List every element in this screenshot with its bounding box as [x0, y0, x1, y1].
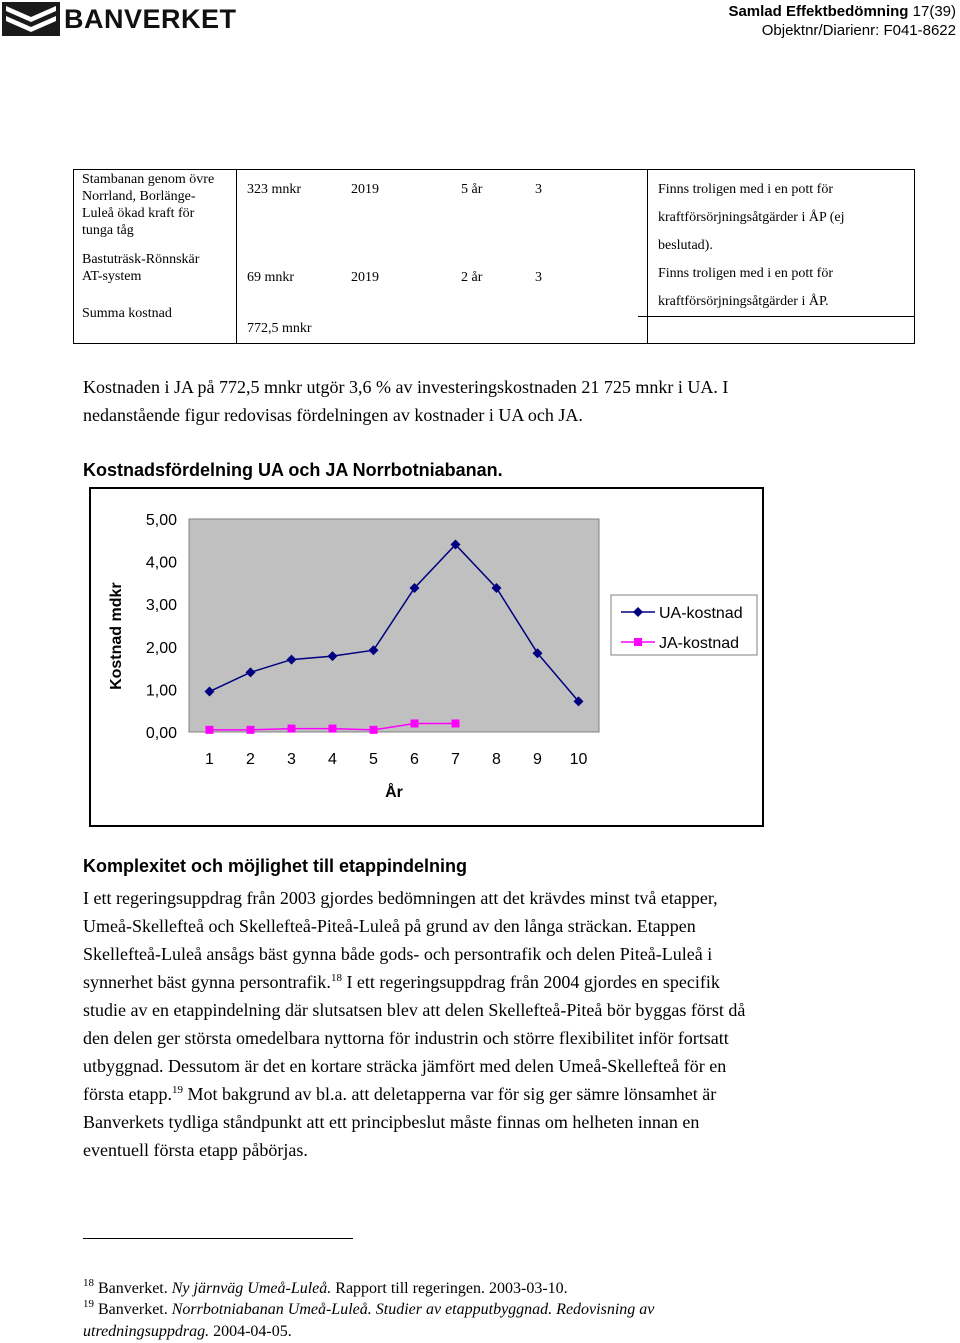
x-tick-label: 3	[287, 751, 296, 768]
paragraph-text: synnerhet bäst gynna persontrafik.	[83, 972, 331, 992]
footnote-text: Banverket.	[98, 1301, 172, 1318]
comment-line: kraftförsörjningsåtgärder i ÅP (ej	[658, 210, 845, 225]
logo-text: BANVERKET	[64, 3, 237, 34]
summary-row	[237, 315, 647, 343]
x-tick-label: 4	[328, 751, 337, 768]
x-tick-label: 2	[246, 751, 255, 768]
paragraph-text: första etapp.	[83, 1084, 172, 1104]
table-row	[74, 170, 915, 344]
data-point	[329, 725, 337, 733]
footnote-text: Rapport till regeringen. 2003-03-10.	[331, 1280, 568, 1297]
x-tick-label: 9	[533, 751, 542, 768]
row-name-line: Norrland, Borlänge-	[82, 189, 196, 204]
row-name-line: tunga tåg	[82, 223, 134, 238]
duration-value: 5 år	[461, 182, 483, 197]
paragraph-line: I ett regeringsuppdrag från 2003 gjordes bedömningen att det krävdes minst två etapper,	[83, 888, 718, 908]
row-name-line: Stambanan genom övre	[82, 172, 215, 187]
section-paragraph	[83, 884, 745, 1164]
paragraph-line: utbyggnad. Dessutom är det en kortare sträcka jämfört med delen Umeå-Skellefteå för en	[83, 1056, 727, 1076]
y-tick-label: 3,00	[145, 597, 177, 615]
row-name-line: Bastuträsk-Rönnskär	[82, 252, 200, 267]
paragraph-line	[83, 968, 745, 996]
comment-line: Finns troligen med i en pott för	[658, 266, 833, 281]
footnote-title: Norrbotniabanan Umeå-Luleå. Studier av etapputbyggnad. Redovisning av	[171, 1301, 655, 1318]
footnote-title: utredningsuppdrag.	[83, 1323, 210, 1340]
x-tick-label: 1	[205, 751, 214, 768]
paragraph-line: eventuell första etapp påbörjas.	[83, 1140, 308, 1160]
footnote-18	[83, 1278, 568, 1300]
y-tick-label: 4,00	[145, 554, 177, 572]
legend-label: UA-kostnad	[659, 605, 743, 622]
data-point	[452, 719, 460, 727]
paragraph-line: den delen ger största omedelbara nyttorna för industrin och större flexibilitet inför fortsatt	[83, 1028, 729, 1048]
paragraph-line: Banverkets tydliga ståndpunkt att ett principbeslut måste finnas om helheten innan en	[83, 1112, 700, 1132]
footnote-text: Banverket.	[98, 1280, 172, 1297]
data-point	[206, 726, 214, 734]
year-value: 2019	[351, 270, 379, 285]
x-tick-label: 10	[569, 751, 588, 768]
data-point	[247, 726, 255, 734]
cost-value: 323 mnkr	[247, 182, 302, 197]
banverket-logo	[2, 2, 237, 36]
priority-value: 3	[535, 270, 542, 285]
row-name-line: AT-system	[82, 269, 142, 284]
data-point	[370, 726, 378, 734]
data-point	[411, 719, 419, 727]
cost-table	[73, 169, 915, 344]
legend-marker	[634, 638, 642, 646]
x-tick-label: 6	[410, 751, 419, 768]
comment-line: Finns troligen med i en pott för	[658, 182, 833, 197]
year-value: 2019	[351, 182, 379, 197]
footnote-number: 18	[83, 1277, 94, 1289]
comment-line: kraftförsörjningsåtgärder i ÅP.	[638, 288, 915, 317]
document-header-info	[728, 2, 956, 40]
chart-legend	[611, 595, 757, 655]
table-cell-comments	[648, 170, 915, 344]
paragraph-line: Umeå-Skellefteå och Skellefteå-Piteå-Luleå på grund av den långa sträckan. Etappen	[83, 916, 696, 936]
plot-area	[189, 519, 599, 732]
y-tick-label: 2,00	[145, 639, 177, 657]
comment-line: beslutad).	[658, 238, 713, 253]
section-heading: Komplexitet och möjlighet till etappindelning	[83, 856, 468, 876]
footnote-title: Ny järnväg Umeå-Luleå.	[171, 1280, 332, 1297]
footnote-divider	[83, 1238, 353, 1239]
cost-value: 69 mnkr	[247, 270, 295, 285]
priority-value: 3	[535, 182, 542, 197]
table-row-values	[237, 264, 647, 292]
footnote-19	[83, 1299, 654, 1343]
chart-heading: Kostnadsfördelning UA och JA Norrbotniabanan.	[83, 460, 503, 480]
x-axis-label: År	[385, 784, 403, 801]
paragraph-line: studie av en etappindelning där slutsatsen blev att delen Skellefteå-Piteå bör byggas först då	[83, 1000, 746, 1020]
chart-svg	[91, 489, 762, 825]
paragraph-line	[83, 1080, 745, 1108]
intro-paragraph	[83, 373, 728, 429]
x-tick-label: 7	[451, 751, 460, 768]
footnote-ref: 19	[171, 1084, 183, 1096]
y-tick-label: 1,00	[145, 682, 177, 700]
footnote-number: 19	[83, 1298, 94, 1310]
intro-line: Kostnaden i JA på 772,5 mnkr utgör 3,6 % av investeringskostnaden 21 725 mnkr i UA. I	[83, 377, 729, 397]
table-row-values	[237, 176, 647, 204]
paragraph-text: Mot bakgrund av bl.a. att deletapperna var för sig ger sämre lönsamhet är	[187, 1084, 717, 1104]
footnote-ref: 18	[330, 972, 342, 984]
intro-line: nedanstående figur redovisas fördelningen av kostnader i UA och JA.	[83, 405, 583, 425]
duration-value: 2 år	[461, 270, 483, 285]
x-tick-label: 5	[369, 751, 378, 768]
table-cell-values	[237, 170, 648, 344]
data-point	[288, 725, 296, 733]
legend-label: JA-kostnad	[659, 635, 740, 652]
summary-value: 772,5 mnkr	[247, 321, 312, 336]
banverket-logo-icon	[2, 2, 60, 36]
table-cell-names	[74, 170, 237, 344]
paragraph-text: I ett regeringsuppdrag från 2004 gjordes en specifik	[346, 972, 720, 992]
summary-label: Summa kostnad	[82, 306, 172, 321]
y-tick-label: 0,00	[145, 725, 177, 742]
page-number: 17(39)	[912, 3, 956, 20]
cost-chart	[89, 487, 764, 827]
y-tick-label: 5,00	[145, 512, 177, 529]
footnote-text: 2004-04-05.	[209, 1323, 292, 1340]
document-title: Samlad Effektbedömning	[728, 3, 909, 20]
row-name-line: Luleå ökad kraft för	[82, 206, 195, 221]
x-tick-label: 8	[492, 751, 501, 768]
object-number: Objektnr/Diarienr: F041-8622	[761, 22, 956, 39]
y-axis-label: Kostnad mdkr	[108, 582, 125, 690]
paragraph-line: Skellefteå-Luleå ansågs bäst gynna både gods- och persontrafik och delen Piteå-Luleå i	[83, 944, 713, 964]
